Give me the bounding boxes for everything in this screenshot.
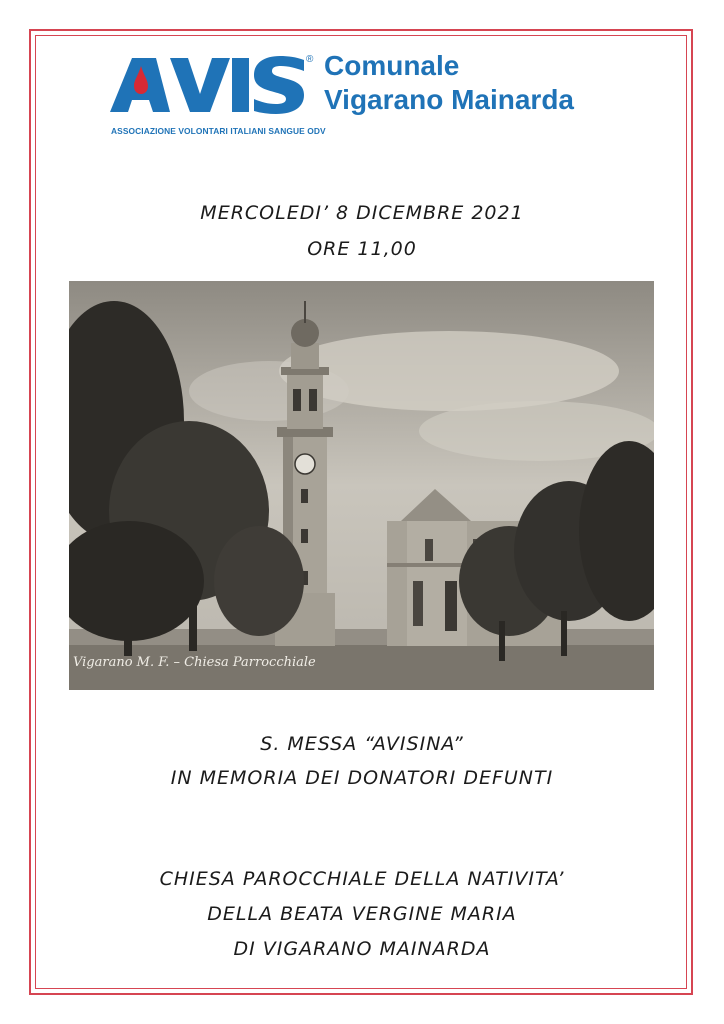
avis-wordmark xyxy=(108,50,308,120)
registered-mark: ® xyxy=(306,54,314,65)
photo-caption: Vigarano M. F. – Chiesa Parrocchiale xyxy=(73,655,316,670)
location-line2: DELLA BEATA VERGINE MARIA xyxy=(207,903,517,925)
event-date: MERCOLEDI’ 8 DICEMBRE 2021 xyxy=(200,202,524,224)
event-time: ORE 11,00 xyxy=(307,238,417,260)
location-line1: CHIESA PAROCCHIALE DELLA NATIVITA’ xyxy=(159,868,565,890)
mass-dedication: IN MEMORIA DEI DONATORI DEFUNTI xyxy=(170,767,554,789)
church-photo-illustration xyxy=(69,281,654,690)
section-name-line2: Vigarano Mainarda xyxy=(324,84,575,115)
section-name-line1: Comunale xyxy=(324,50,460,81)
mass-title: S. MESSA “AVISINA” xyxy=(260,733,464,755)
church-photo xyxy=(69,281,654,690)
avis-logo xyxy=(108,50,628,140)
association-name: ASSOCIAZIONE VOLONTARI ITALIANI SANGUE ODV xyxy=(111,126,326,136)
location-line3: DI VIGARANO MAINARDA xyxy=(233,938,491,960)
